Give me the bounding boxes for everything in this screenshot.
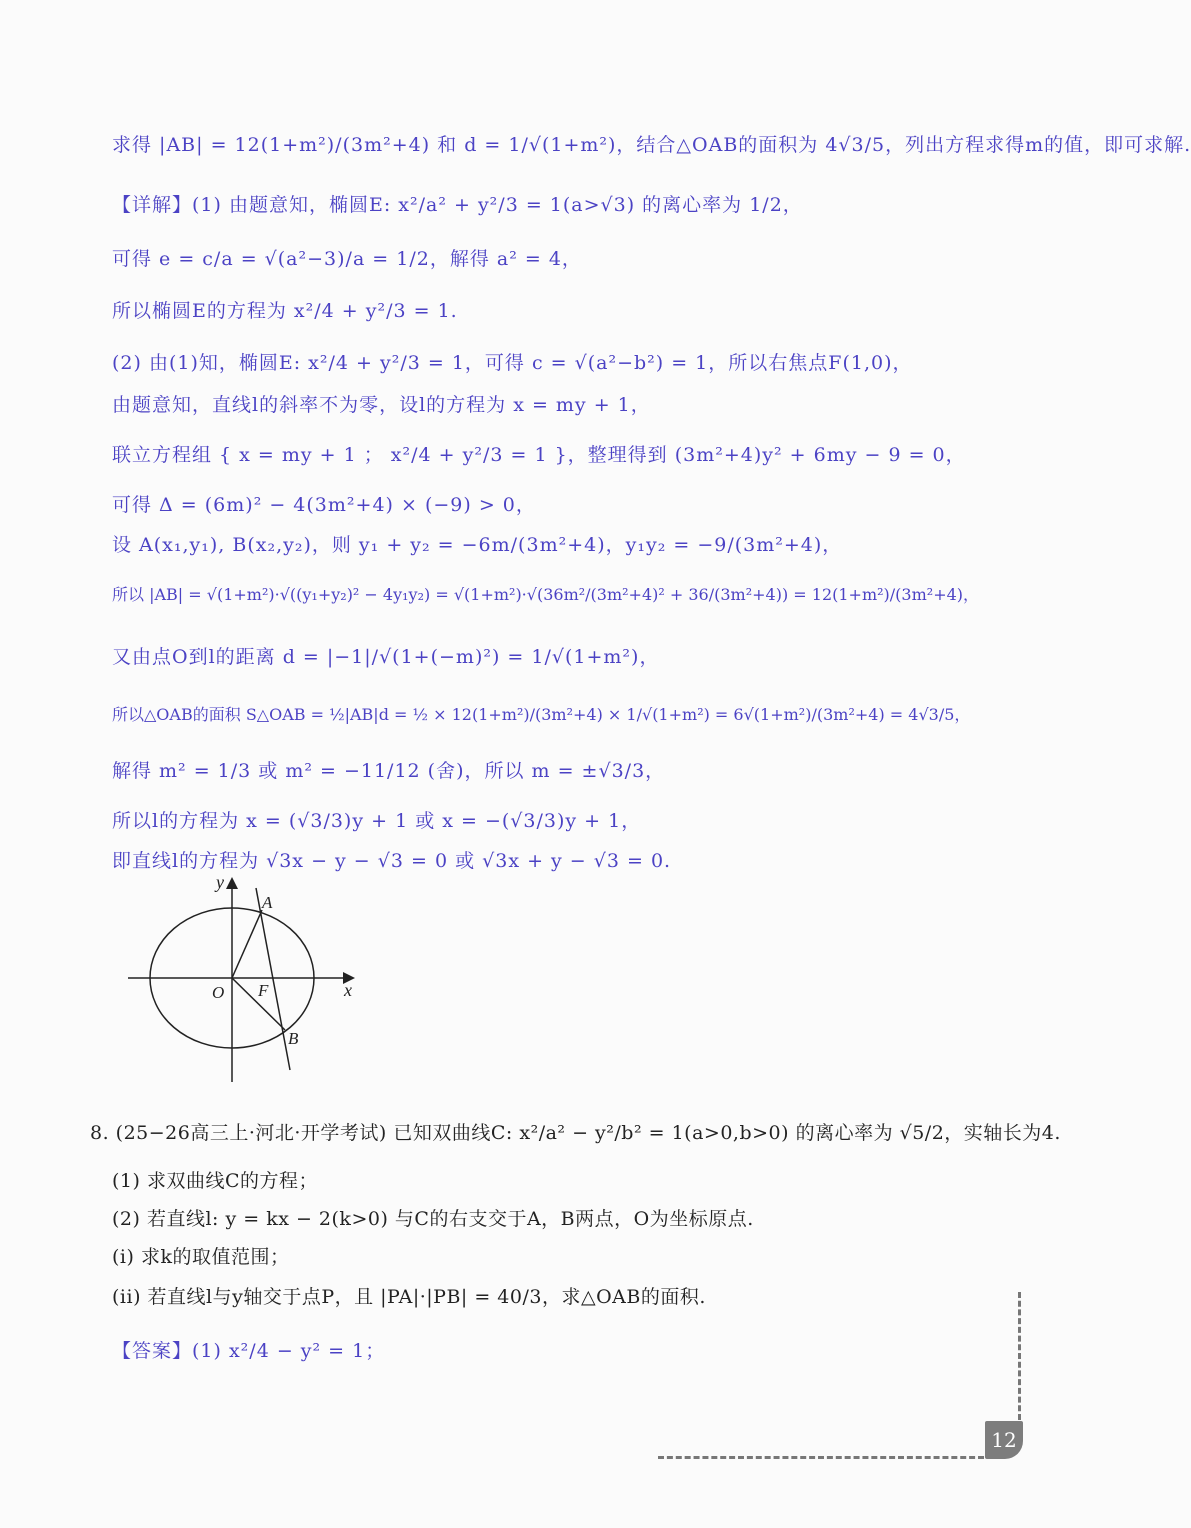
line-l [256,888,290,1070]
solution-line-4: 所以椭圆E的方程为 x²/4 + y²/3 = 1. [112,300,458,322]
answer-text: (1) x²/4 − y² = 1； [192,1340,386,1362]
problem-8-question-1: (1) 求双曲线C的方程； [112,1170,318,1192]
axis-label-y: y [216,872,224,892]
page-number: 12 [985,1421,1023,1459]
segment-oa [232,910,262,978]
solution-line-8: 可得 Δ = (6m)² − 4(3m²+4) × (−9) > 0， [112,494,536,516]
solution-line-6: 由题意知，直线l的斜率不为零，设l的方程为 x = my + 1， [112,394,651,416]
corner-dashed-horizontal [658,1456,984,1459]
solution-line-9: 设 A(x₁,y₁), B(x₂,y₂)，则 y₁ + y₂ = −6m/(3m²+4)，y₁y₂ = −9/(3m²+4)， [112,534,843,556]
point-label-o: O [212,983,225,1002]
point-label-b: B [288,1029,299,1048]
solution-line-10: 所以 |AB| = √(1+m²)·√((y₁+y₂)² − 4y₁y₂) = √(1+m²)·√(36m²/(3m²+4)² + 36/(3m²+4)) = 12(1+m²)/(3m²+4)， [112,585,980,604]
solution-line-2: 【详解】(1) 由题意知，椭圆E: x²/a² + y²/3 = 1(a>√3) 的离心率为 1/2， [112,194,803,216]
corner-dashed-vertical [1018,1292,1021,1420]
problem-8-question-2ii: (ii) 若直线l与y轴交于点P，且 |PA|·|PB| = 40/3，求△OAB的面积. [112,1286,706,1308]
solution-line-12: 所以△OAB的面积 S△OAB = ½|AB|d = ½ × 12(1+m²)/(3m²+4) × 1/√(1+m²) = 6√(1+m²)/(3m²+4) = 4√3/5， [112,705,971,724]
solution-line-1: 求得 |AB| = 12(1+m²)/(3m²+4) 和 d = 1/√(1+m²)，结合△OAB的面积为 4√3/5，列出方程求得m的值，即可求解. [112,134,1191,156]
problem-8-question-2i: (i) 求k的取值范围； [112,1246,290,1268]
solution-line-14: 所以l的方程为 x = (√3/3)y + 1 或 x = −(√3/3)y + 1， [112,810,642,832]
problem-8-answer [112,1336,385,1363]
answer-tag: 【答案】 [112,1340,193,1362]
solution-line-7: 联立方程组 { x = my + 1 ； x²/4 + y²/3 = 1 }，整理得到 (3m²+4)y² + 6my − 9 = 0， [112,444,966,466]
solution-line-13: 解得 m² = 1/3 或 m² = −11/12 (舍)，所以 m = ±√3/3， [112,760,666,782]
solution-line-3: 可得 e = c/a = √(a²−3)/a = 1/2，解得 a² = 4， [112,248,582,270]
problem-8-statement: 8. (25−26高三上·河北·开学考试) 已知双曲线C: x²/a² − y²/b² = 1(a>0,b>0) 的离心率为 √5/2，实轴长为4. [90,1122,1061,1144]
solution-line-5: (2) 由(1)知，椭圆E: x²/4 + y²/3 = 1，可得 c = √(a²−b²) = 1，所以右焦点F(1,0)， [112,352,913,374]
solution-line-11: 又由点O到l的距离 d = |−1|/√(1+(−m)²) = 1/√(1+m²)， [112,646,660,668]
problem-8-question-2: (2) 若直线l: y = kx − 2(k>0) 与C的右支交于A，B两点，O为坐标原点. [112,1208,754,1230]
solution-line-15: 即直线l的方程为 √3x − y − √3 = 0 或 √3x + y − √3 = 0. [112,850,672,872]
point-label-f: F [258,981,269,1000]
axis-label-x: x [344,980,352,1000]
point-label-a: A [262,893,273,912]
ellipse-figure [120,868,370,1088]
